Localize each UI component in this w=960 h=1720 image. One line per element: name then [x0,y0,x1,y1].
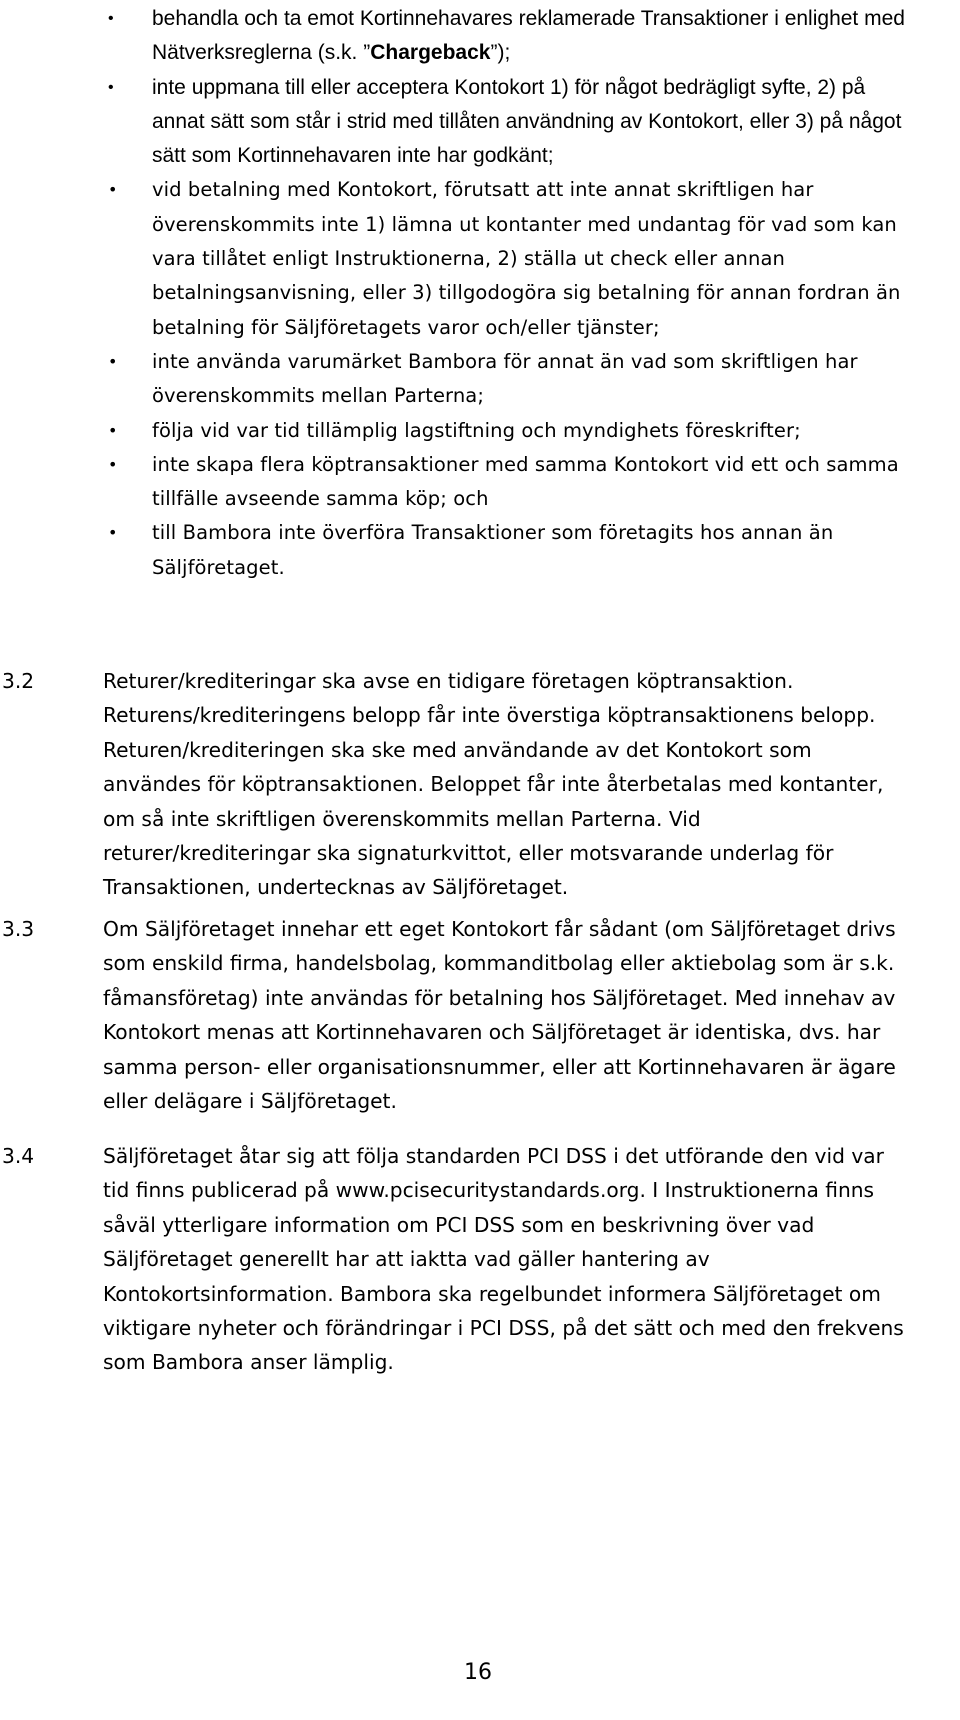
bullet-dot-icon: • [108,351,118,371]
bullet-item [0,516,960,585]
bullet-item [0,173,960,344]
bullet-text: följa vid var tid tillämplig lagstiftning och myndighets föreskrifter; [152,418,801,442]
bullet-text: inte använda varumärket Bambora för annat än vad som skriftligen har överenskommits mellan Parterna; [152,349,858,408]
section-text: Om Säljföretaget innehar ett eget Kontokort får sådant (om Säljföretaget drivs som enskild firma, handelsbolag, kommanditbolag eller aktiebolag som är s.k. fåmansföretag) inte användas för betalning hos Säljföretaget. Med innehav av Kontokort menas att Kortinnehavaren och Säljföretaget är identiska, dvs. har samma person- eller organisationsnummer, eller att Kortinnehavaren är ägare eller delägare i Säljföretaget. [103,917,896,1114]
bullet-text: inte uppmana till eller acceptera Kontokort 1) för något bedrägligt syfte, 2) på annat sätt som står i strid med tillåten användning av Kontokort, eller 3) på något sätt som Kortinnehavaren inte har godkänt; [152,75,902,168]
page-number: 16 [464,1660,492,1685]
section-text: Returer/krediteringar ska avse en tidigare företagen köptransaktion. Returens/krediteringens belopp får inte överstiga köptransaktionens belopp. Returen/krediteringen ska ske med användande av det Kontokort som användes för köptransaktionen. Beloppet får inte återbetalas med kontanter, om så inte skriftligen överenskommits mellan Parterna. Vid returer/krediteringar ska signaturkvittot, eller motsvarande underlag för Transaktionen, undertecknas av Säljföretaget. [103,669,884,900]
section-text: Säljföretaget åtar sig att följa standarden PCI DSS i det utförande den vid var tid finns publicerad på www.pcisecuritystandards.org. I Instruktionerna finns såväl ytterligare information om PCI DSS som en beskrivning över vad Säljföretaget generellt har att iaktta vad gäller hantering av Kontokortsinformation. Bambora ska regelbundet informera Säljföretaget om viktigare nyheter och förändringar i PCI DSS, på det sätt och med den frekvens som Bambora anser lämplig. [103,1144,904,1375]
bullet-text-post: ”); [490,41,511,65]
section-number: 3.4 [2,1144,35,1168]
bullet-dot-icon: • [108,420,118,440]
bullet-dot-icon: • [108,454,118,474]
bullet-dot-icon: • [108,523,118,543]
bullet-dot-icon: • [108,10,114,27]
bullet-item [0,345,960,414]
bullet-item [0,414,960,448]
bullet-text: vid betalning med Kontokort, förutsatt att inte annat skriftligen har överenskommits inte 1) lämna ut kontanter med undantag för vad som kan vara tillåtet enligt Instruktionerna, 2) ställa ut check eller annan betalningsanvisning, eller 3) tillgodogöra sig betalning för annan fordran än betalning för Säljföretagets varor och/eller tjänster; [152,178,901,339]
bullet-text-pre: behandla och ta emot Kortinnehavares reklamerade Transaktioner i enlighet med Nätverksreglerna (s.k. ” [152,7,905,65]
bullet-item [0,71,960,174]
bullet-text: till Bambora inte överföra Transaktioner som företagits hos annan än Säljföretaget. [152,521,834,579]
bullet-dot-icon: • [108,180,118,200]
bullet-item-chargeback [0,2,960,71]
bullet-item [0,448,960,517]
section-number: 3.2 [2,669,35,693]
bullet-text: inte skapa flera köptransaktioner med samma Kontokort vid ett och samma tillfälle avseende samma köp; och [152,452,899,511]
bullet-list [0,2,960,585]
bullet-dot-icon: • [108,78,114,96]
bullet-text-bold: Chargeback [370,41,491,65]
page-footer [0,1658,960,1688]
section-number: 3.3 [2,917,35,941]
